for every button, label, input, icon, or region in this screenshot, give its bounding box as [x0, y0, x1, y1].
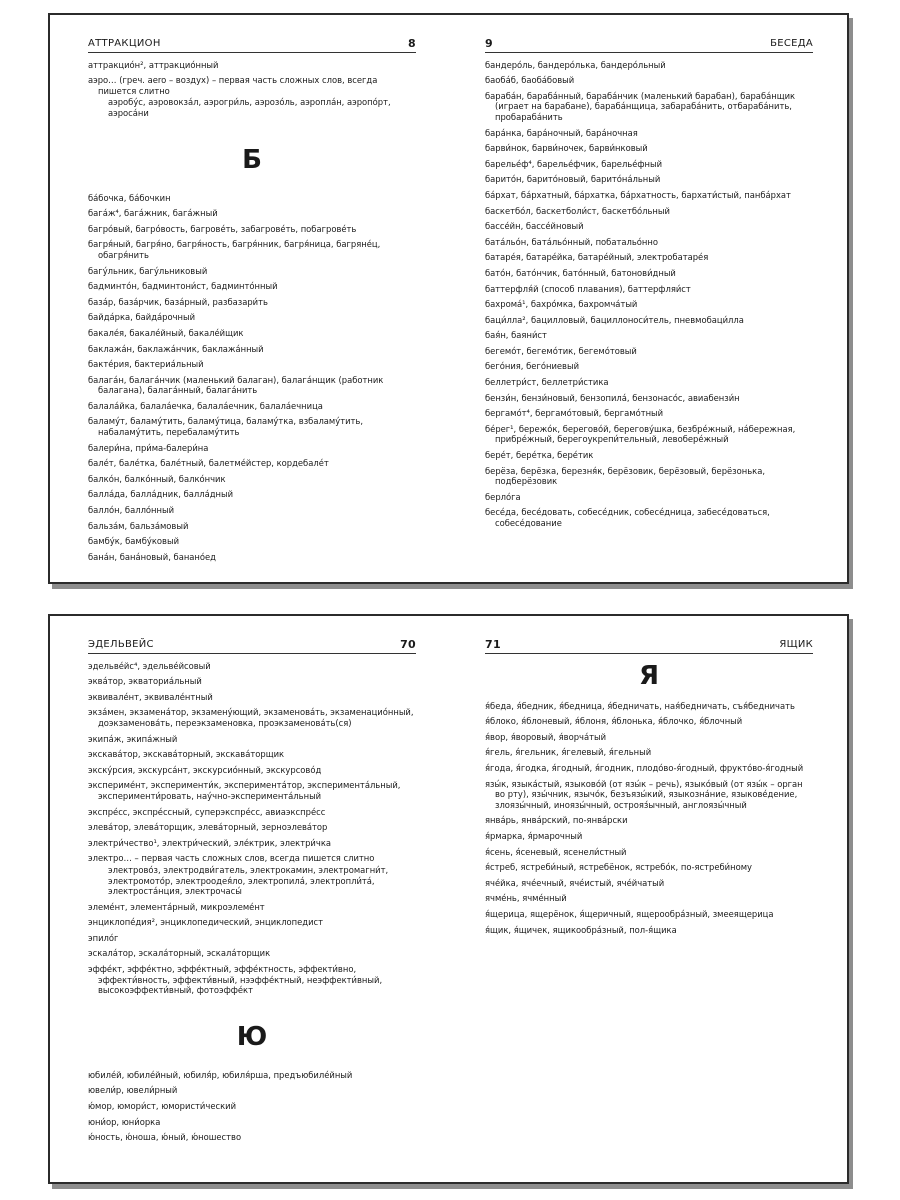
dictionary-entry: бана́н, бана́новый, банано́ед: [88, 551, 216, 562]
dictionary-entry: бе́рег¹, бережо́к, берегово́й, берегову́шка, безбре́жный, на́бережная, прибре́жный, берегоукрепи́тельный, левобере́жный: [485, 423, 796, 445]
dictionary-entry: ба́рхат, ба́рхатный, ба́рхатка, ба́рхатность, бархати́стый, панба́рхат: [485, 189, 791, 200]
dictionary-entry: юбиле́й, юбиле́йный, юбиля́р, юбиля́рша, предъюбиле́йный: [88, 1069, 353, 1080]
page-left: [88, 39, 416, 567]
dictionary-entry: бамбу́к, бамбу́ковый: [88, 536, 180, 547]
dictionary-entry: ювели́р, ювели́рный: [88, 1085, 178, 1096]
dictionary-entry: элеме́нт, элемента́рный, микроэлеме́нт: [88, 901, 265, 912]
dictionary-entry: эдельве́йс⁴, эдельве́йсовый: [88, 660, 211, 671]
dictionary-entry: я́щик, я́щичек, ящикообра́зный, пол-я́щика: [485, 924, 677, 935]
header-word: ЭДЕЛЬВЕЙС: [88, 639, 154, 650]
dictionary-entry: я́года, я́годка, я́годный, я́годник, плодо́во-я́годный, фрукто́во-я́годный: [485, 762, 804, 773]
dictionary-entry: бакте́рия, бактериа́льный: [88, 359, 204, 370]
dictionary-entry: ба́бочка, ба́бочкин: [88, 192, 171, 203]
entry-continuation: аэробу́с, аэровокза́л, аэрогри́ль, аэрозо́ль, аэропла́н, аэропо́рт, аэроса́ни: [108, 97, 391, 118]
dictionary-entry: я́стреб, ястреби́ный, ястребёнок, ястребо́к, по-ястреби́ному: [485, 862, 752, 873]
entry-continuation: электрово́з, электродви́гатель, электрокамин, электромагни́т, электромото́р, электроодея́ло, электропила́, электропли́та́, электроста́нция, электрочасы́: [108, 864, 389, 897]
dictionary-entry: балло́н, балло́нный: [88, 505, 175, 516]
dictionary-entry: энциклопе́дия², энциклопедический, энциклопедист: [88, 917, 324, 928]
dictionary-entry: электро… – первая часть сложных слов, всегда пишется слитно: [88, 853, 375, 864]
dictionary-entry: багря́ный, багря́но, багря́ность, багря́нник, багря́ница, багряне́ц, обагря́нить: [88, 239, 381, 260]
page-right: [485, 640, 813, 940]
dictionary-entry: бадминто́н, бадминтони́ст, бадминто́нный: [88, 281, 278, 292]
header-word: АТТРАКЦИОН: [88, 38, 161, 49]
section-letter: Ю: [236, 1021, 268, 1052]
dictionary-entry: эква́тор, экваториа́льный: [88, 676, 202, 687]
dictionary-entry: берёза, берёзка, березня́к, берёзовик, берёзовый, берёзонька, подберёзовик: [485, 465, 766, 487]
dictionary-entry: эскала́тор, эскала́торный, эскала́торщик: [88, 948, 271, 959]
dictionary-entry: бага́ж⁴, бага́жник, бага́жный: [88, 208, 218, 219]
dictionary-entry: бассе́йн, бассе́йновый: [485, 221, 584, 232]
dictionary-entry: язы́к, языка́стый, языково́й (от язы́к – речь), языко́вый (от язы́к – орган во рту), язы́чник, язычо́к, безъязы́кий, языкозна́ние, языкове́дение, злоязы́чный, иноязы́чный, острояз́ычный, англоязы́чный: [485, 778, 803, 810]
dictionary-entry: я́щерица, ящерёнок, я́щеричный, ящерообра́зный, змееящерица: [485, 908, 774, 919]
dictionary-entry: балко́н, балко́нный, балко́нчик: [88, 473, 226, 484]
dictionary-entry: барито́н, барито́новый, барито́на́льный: [485, 174, 661, 185]
dictionary-entry: юни́ор, юни́орка: [88, 1116, 161, 1127]
dictionary-entry: бензи́н, бензи́новый, бензопила́, бензонасо́с, авиабензи́н: [485, 392, 740, 403]
dictionary-entry: багро́вый, багро́вость, багрове́ть, забагрове́ть, побагрове́ть: [88, 223, 357, 234]
dictionary-entry: бая́н, баяни́ст: [485, 330, 547, 341]
dictionary-entry: балери́на, при́ма-балери́на: [88, 442, 209, 453]
dictionary-entry: я́вор, я́воровый, я́ворча́тый: [485, 731, 607, 742]
spread-bottom: [48, 614, 849, 1184]
dictionary-entry: элева́тор, элева́торщик, элева́торный, зерноэлева́тор: [88, 822, 328, 833]
header-word: ЯЩИК: [779, 639, 813, 650]
dictionary-entry: аэро… (греч. aero – воздух) – первая часть сложных слов, всегда пишется слитно: [88, 75, 378, 96]
dictionary-entry: бегемо́т, бегемо́тик, бегемо́товый: [485, 345, 637, 356]
dictionary-entry: берло́га: [485, 491, 521, 502]
dictionary-entry: я́сень, я́сеневый, ясенели́стный: [485, 846, 627, 857]
dictionary-entry: балала́йка, балала́ечка, балала́ечник, балала́ечница: [88, 400, 323, 411]
dictionary-entry: бего́ния, бего́ниевый: [485, 361, 580, 372]
section-letter: Б: [242, 144, 262, 175]
dictionary-entry: баоба́б, баоба́бовый: [485, 75, 575, 86]
dictionary-entry: батаре́я, батаре́йка, батаре́йный, электробатаре́я: [485, 252, 709, 263]
dictionary-entry: байда́рка, байда́рочный: [88, 312, 196, 323]
dictionary-entry: бальза́м, бальза́мовый: [88, 520, 189, 531]
dictionary-entry: бато́н, бато́нчик, бато́нный, батонови́дный: [485, 267, 676, 278]
dictionary-entry: экза́мен, экзамена́тор, экзамену́ющий, экзаменова́ть, экзаменацио́нный, доэкзаменова́ть, переэкзаменовка, проэкзаменова́ть(ся): [88, 707, 414, 728]
dictionary-entry: бале́т, бале́тка, бале́тный, балетме́йстер, кордебале́т: [88, 458, 329, 469]
page-number: 8: [408, 37, 416, 50]
dictionary-entry: эпило́г: [88, 932, 119, 943]
dictionary-entry: баламу́т, баламу́тить, баламу́тица, баламу́тка, взбаламу́тить, набаламу́тить, перебаламу́тить: [88, 416, 364, 438]
page-number: 71: [485, 638, 501, 651]
spread-top: [48, 13, 849, 584]
dictionary-entry: экипа́ж, экипа́жный: [88, 733, 178, 744]
header-word: БЕСЕДА: [770, 38, 813, 49]
dictionary-entry: бандеро́ль, бандеро́лька, бандеро́льный: [485, 59, 666, 70]
dictionary-entry: ю́мор, юмори́ст, юмористи́ческий: [88, 1101, 237, 1112]
dictionary-entry: балага́н, балага́нчик (маленький балаган), балага́нщик (работник балагана), балага́нный, балага́нить: [88, 374, 384, 396]
dictionary-entry: экску́рсия, экскурса́нт, экскурсио́нный, экскурсово́д: [88, 764, 322, 775]
dictionary-entry: ячме́нь, ячме́нный: [485, 893, 567, 904]
dictionary-entry: я́блоко, я́блоневый, я́блоня, я́блонька, я́блочко, я́блочный: [485, 716, 743, 727]
dictionary-entry: янва́рь, янва́рский, по-янва́рски: [485, 815, 628, 826]
dictionary-entry: я́гель, я́гельник, я́гелевый, я́гельный: [485, 747, 652, 758]
dictionary-entry: бакале́я, бакале́йный, бакале́йщик: [88, 327, 244, 338]
dictionary-entry: баскетбо́л, баскетболи́ст, баскетбо́льный: [485, 205, 670, 216]
dictionary-entry: бара́нка, бара́ночный, бара́ночная: [485, 127, 638, 138]
dictionary-entry: баттерфля́й (способ плавания), баттерфляи́ст: [485, 283, 691, 294]
page-left: [88, 640, 416, 1148]
dictionary-entry: барелье́ф⁴, барелье́фчик, барелье́фный: [485, 158, 663, 169]
running-head: [88, 640, 416, 654]
dictionary-entry: эквивале́нт, эквивале́нтный: [88, 691, 213, 702]
dictionary-entry: баклажа́н, баклажа́нчик, баклажа́нный: [88, 343, 264, 354]
dictionary-entry: экспре́сс, экспре́ссный, суперэкспре́сс, авиаэкспре́сс: [88, 806, 326, 817]
dictionary-entry: бере́т, бере́тка, бере́тик: [485, 450, 594, 461]
dictionary-entry: ю́ность, ю́ноша, ю́ный, ю́ношество: [88, 1132, 242, 1143]
dictionary-entry: экспериме́нт, эксперименти́к, эксперимента́тор, эксперимента́льный, эксперименти́ровать, нау́чно-эксперимента́льный: [88, 780, 401, 801]
dictionary-entry: аттракцио́н², аттракцио́нный: [88, 59, 219, 70]
dictionary-entry: барви́нок, барви́ночек, барви́нковый: [485, 143, 648, 154]
dictionary-entry: я́беда, я́бедник, я́бедница, я́бедничать, ная́бедничать, съя́бедничать: [485, 700, 795, 711]
dictionary-entry: эффе́кт, эффе́ктно, эффе́ктный, эффе́ктность, эффекти́вно, эффекти́вность, эффекти́вный, нээффе́ктный, неэффекти́вный, высокоэффекти́вный, фотоэффе́кт: [88, 964, 383, 996]
section-letter: Я: [638, 660, 660, 691]
page-number: 9: [485, 37, 493, 50]
dictionary-entry: экскава́тор, экскава́торный, экскава́торщик: [88, 749, 285, 760]
dictionary-entry: бесе́да, бесе́довать, собесе́дник, собесе́дница, забесе́доваться, собесе́дование: [485, 507, 770, 528]
dictionary-entry: я́рмарка, я́рмарочный: [485, 830, 583, 841]
running-head: [485, 39, 813, 53]
dictionary-entry: багу́льник, багу́льниковый: [88, 265, 208, 276]
page-number: 70: [400, 638, 416, 651]
dictionary-entry: яче́йка, яче́ечный, яче́истый, яче́йчатый: [485, 877, 665, 888]
dictionary-entry: бахрома́¹, бахро́мка, бахромча́тый: [485, 299, 638, 310]
dictionary-entry: беллетри́ст, беллетри́стика: [485, 377, 609, 388]
dictionary-entry: бараба́н, бараба́нный, бараба́нчик (маленький барабан), бараба́нщик (играет на барабане), бараба́нщица, забараба́нить, отбараба́нить, пробараба́нить: [485, 90, 796, 122]
dictionary-entry: бергамо́т⁴, бергамо́товый, бергамо́тный: [485, 408, 664, 419]
dictionary-entry: бата́льо́н, бата́льо́нный, побатальо́нно: [485, 236, 658, 247]
dictionary-entry: электри́чество¹, электри́ческий, эле́ктрик, электри́чка: [88, 837, 332, 848]
page-right: [485, 39, 813, 534]
dictionary-entry: балла́да, балла́дник, балла́дный: [88, 489, 234, 500]
running-head: [88, 39, 416, 53]
dictionary-entry: база́р, база́рчик, база́рный, разбазари́ть: [88, 296, 268, 307]
running-head: [485, 640, 813, 654]
dictionary-entry: баци́лла², бацилловый, бациллоноси́тель, пневмобаци́лла: [485, 314, 744, 325]
